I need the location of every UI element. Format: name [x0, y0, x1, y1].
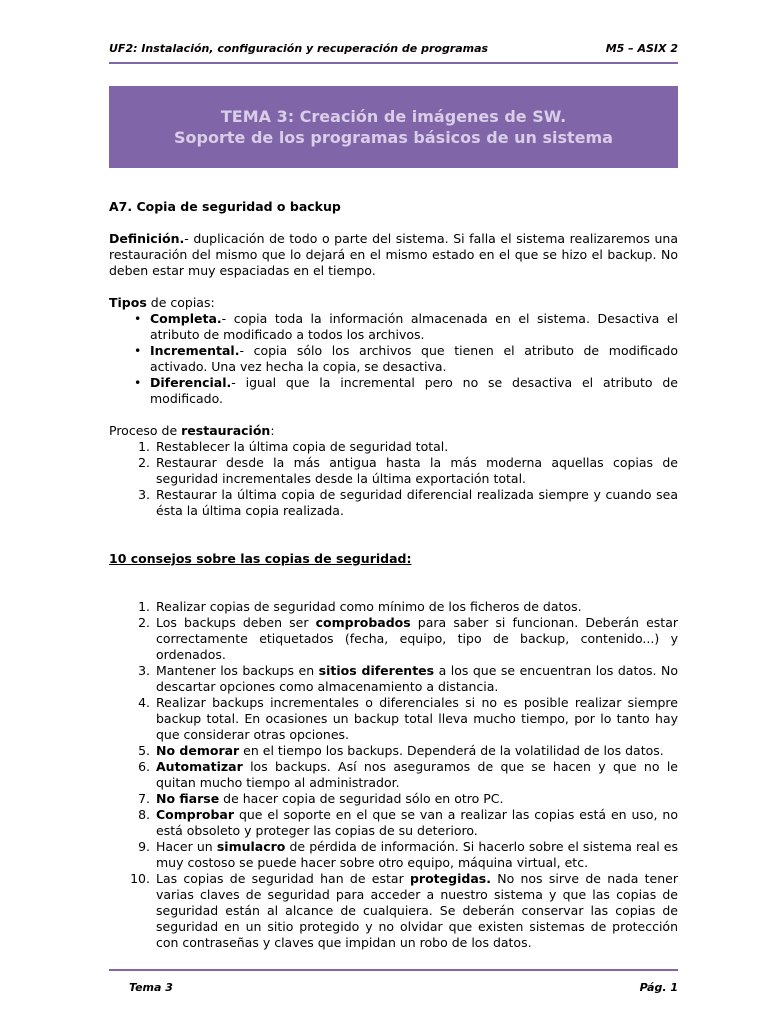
title-banner — [109, 86, 678, 168]
item-bold: Automatizar — [156, 759, 243, 774]
item-bold: sitios diferentes — [318, 663, 435, 678]
header-course-title: UF2: Instalación, configuración y recuperación de programas — [109, 42, 489, 55]
tipo-term: Incremental. — [150, 343, 240, 358]
list-item — [138, 599, 678, 615]
header-divider — [109, 62, 678, 64]
banner-line-1: TEMA 3: Creación de imágenes de SW. — [220, 107, 567, 126]
consejos-list — [109, 599, 678, 951]
item-number: 3. — [138, 663, 150, 678]
definition-text: - duplicación de todo o parte del sistema. Si falla el sistema realizaremos una restauración del mismo que lo dejará en el mismo estado en el que se hizo el backup. No deben estar muy espaciadas en el tiempo. — [109, 231, 678, 278]
document-body — [109, 199, 678, 951]
item-number: 7. — [138, 791, 150, 806]
list-item — [138, 743, 678, 759]
item-bold: comprobados — [315, 615, 411, 630]
tipo-text: - copia toda la información almacenada en el sistema. Desactiva el atributo de modificado a todos los archivos. — [150, 311, 678, 342]
list-item — [138, 791, 678, 807]
list-item — [138, 807, 678, 839]
list-item — [138, 839, 678, 871]
list-item — [130, 871, 678, 951]
item-text: de hacer copia de seguridad sólo en otro PC. — [219, 791, 504, 806]
item-text: Restaurar la última copia de seguridad diferencial realizada siempre y cuando sea ésta la última copia realizada. — [156, 487, 678, 518]
consejos-title: 10 consejos sobre las copias de seguridad: — [109, 551, 412, 566]
list-item — [138, 439, 678, 455]
list-item — [138, 487, 678, 519]
item-number: 10. — [130, 871, 150, 886]
item-text: Mantener los backups en — [156, 663, 319, 678]
item-bold: protegidas. — [409, 871, 491, 886]
tipos-rest: de copias: — [146, 295, 215, 310]
tipo-term: Diferencial. — [150, 375, 232, 390]
page-number: Pág. 1 — [639, 981, 678, 994]
list-item — [138, 663, 678, 695]
restauracion-pre: Proceso de — [109, 423, 182, 438]
tipos-term: Tipos — [109, 295, 147, 310]
header-module: M5 – ASIX 2 — [605, 42, 678, 55]
item-bold: Comprobar — [156, 807, 235, 822]
item-text: en el tiempo los backups. Dependerá de la volatilidad de los datos. — [239, 743, 664, 758]
item-text: Los backups deben ser — [156, 615, 316, 630]
list-item — [150, 311, 678, 343]
item-number: 6. — [138, 759, 150, 774]
item-number: 5. — [138, 743, 150, 758]
tipos-list — [109, 311, 678, 407]
item-text: Restaurar desde la más antigua hasta la más moderna aquellas copias de seguridad incrementales desde la última exportación total. — [156, 455, 678, 486]
item-number: 2. — [138, 455, 150, 470]
restauracion-list — [109, 439, 678, 519]
page-footer — [129, 981, 678, 997]
tipo-term: Completa. — [150, 311, 222, 326]
item-bold: No fiarse — [156, 791, 220, 806]
item-text: para saber si funcionan. Deberán estar correctamente etiquetados (fecha, equipo, tipo de backup, contenido...) y ordenados. — [156, 615, 678, 662]
banner-line-2: Soporte de los programas básicos de un sistema — [174, 128, 613, 147]
section-title: A7. Copia de seguridad o backup — [109, 199, 341, 214]
footer-divider — [109, 969, 678, 971]
item-number: 9. — [138, 839, 150, 854]
item-text: Realizar copias de seguridad como mínimo de los ficheros de datos. — [156, 599, 582, 614]
restauracion-heading — [109, 423, 678, 439]
footer-topic: Tema 3 — [129, 981, 173, 994]
tipo-text: - copia sólo los archivos que tienen el atributo de modificado activado. Una vez hecha la copia, se desactiva. — [150, 343, 678, 374]
item-number: 3. — [138, 487, 150, 502]
tipo-text: - igual que la incremental pero no se desactiva el atributo de modificado. — [150, 375, 678, 406]
tipos-heading — [109, 295, 678, 311]
list-item — [138, 695, 678, 743]
item-text: que el soporte en el que se van a realizar las copias está en uso, no está obsoleto y proteger las copias de su deterioro. — [156, 807, 678, 838]
item-number: 4. — [138, 695, 150, 710]
list-item — [150, 343, 678, 375]
list-item — [138, 759, 678, 791]
item-number: 2. — [138, 615, 150, 630]
definition-term: Definición. — [109, 231, 185, 246]
item-bold: No demorar — [156, 743, 240, 758]
restauracion-term: restauración — [181, 423, 271, 438]
item-number: 1. — [138, 439, 150, 454]
item-text: los backups. Así nos aseguramos de que se hacen y que no le quitan mucho tiempo al administrador. — [156, 759, 678, 790]
item-bold: simulacro — [216, 839, 286, 854]
item-text: de pérdida de información. Si hacerlo sobre el sistema real es muy costoso se puede hacer sobre otro equipo, máquina virtual, etc. — [156, 839, 678, 870]
item-number: 8. — [138, 807, 150, 822]
item-text: Las copias de seguridad han de estar — [156, 871, 410, 886]
page-header — [109, 40, 678, 58]
item-number: 1. — [138, 599, 150, 614]
item-text: Restablecer la última copia de seguridad total. — [156, 439, 449, 454]
list-item — [138, 615, 678, 663]
list-item — [150, 375, 678, 407]
item-text: Hacer un — [156, 839, 217, 854]
definition-paragraph — [109, 231, 678, 279]
item-text: a los que se encuentran los datos. No descartar opciones como almacenamiento a distancia. — [156, 663, 678, 694]
item-text: No nos sirve de nada tener varias claves de seguridad para acceder a nuestro sistema y que las copias de seguridad están al alcance de cualquiera. Se deberán conservar las copias de seguridad en un sitio protegido y no olvidar que existen sistemas de protección con contraseñas y claves que impidan un robo de los datos. — [156, 871, 678, 950]
restauracion-post: : — [270, 423, 275, 438]
list-item — [138, 455, 678, 487]
item-text: Realizar backups incrementales o diferenciales si no es posible realizar siempre backup total. En ocasiones un backup total lleva mucho tiempo, por lo tanto hay que considerar otras opciones. — [156, 695, 678, 742]
